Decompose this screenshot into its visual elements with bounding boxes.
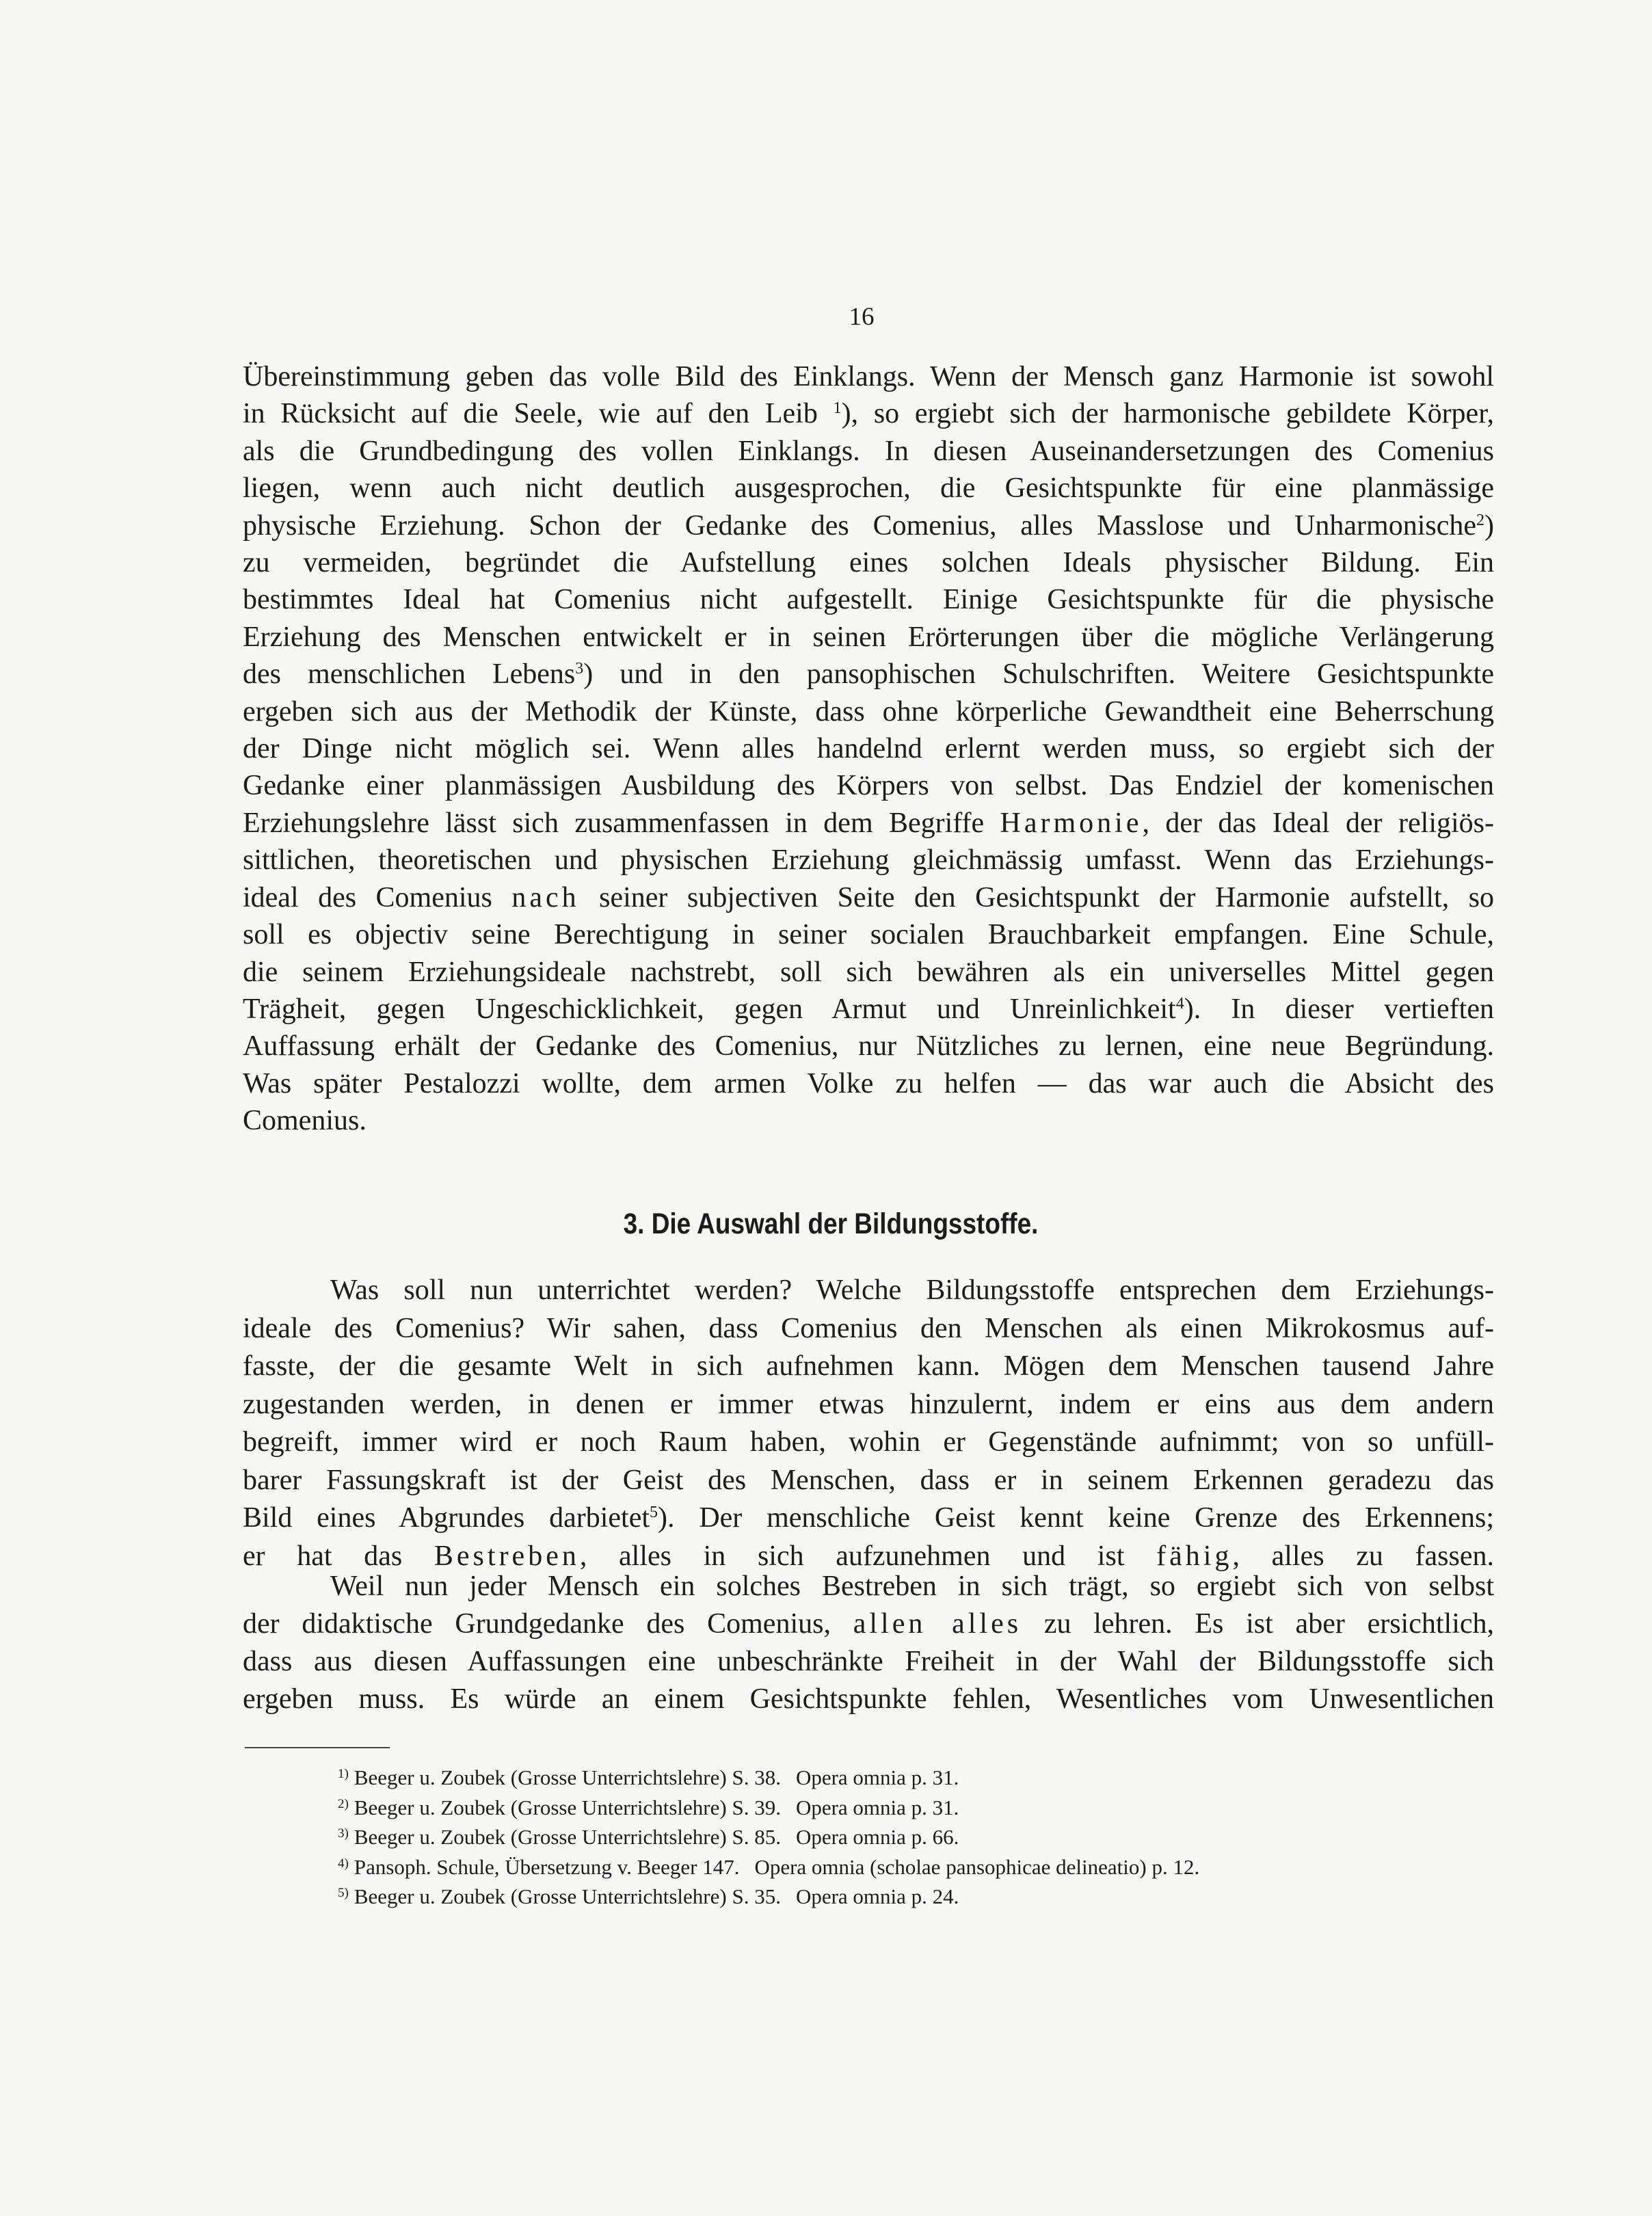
footnotes	[338, 1763, 1199, 1912]
footnote-ref: 4	[1175, 994, 1184, 1013]
text-fragment: er hat das	[243, 1540, 403, 1572]
footnote-mark: 4)	[338, 1856, 349, 1871]
text-line: ergeben muss. Es würde an einem Gesichtspunkte fehlen, Wesentliches vom Unwesentlichen	[243, 1683, 1494, 1715]
emphasis-spaced: allen alles	[853, 1608, 1022, 1640]
text-line: Auffassung erhält der Gedanke des Comenius, nur Nützliches zu lernen, eine neue Begründung.	[243, 1030, 1494, 1063]
footnote-source: Beeger u. Zoubek (Grosse Unterrichtslehre) S. 85.	[354, 1825, 781, 1849]
text-line: Erziehung des Menschen entwickelt er in seinen Erörterungen über die mögliche Verlängerung	[243, 621, 1494, 653]
text-line: bestimmtes Ideal hat Comenius nicht aufgestellt. Einige Gesichtspunkte für die physische	[243, 584, 1494, 616]
text-line: begreift, immer wird er noch Raum haben, wohin er Gegenstände aufnimmt; von so unfüll-	[243, 1426, 1494, 1458]
text-line: sittlichen, theoretischen und physischen Erziehung gleichmässig umfasst. Wenn das Erziehungs-	[243, 844, 1494, 877]
footnote-divider	[245, 1747, 390, 1748]
text-fragment: der didaktische Grundgedanke des Comenius,	[243, 1608, 831, 1640]
footnote-source: Pansoph. Schule, Übersetzung v. Beeger 147.	[354, 1854, 740, 1879]
text-line: Bild eines Abgrundes darbietet$^5$). Der menschliche Geist kennt keine Grenze des Erkennens;	[243, 1502, 1494, 1534]
text-line: Was soll nun unterrichtet werden? Welche Bildungsstoffe entsprechen dem Erziehungs-	[330, 1274, 1494, 1306]
text-line: ideale des Comenius? Wir sahen, dass Comenius den Menschen als einen Mikrokosmus auf-	[243, 1312, 1494, 1344]
footnote-mark: 2)	[338, 1796, 349, 1811]
text-fragment: des menschlichen Lebens	[243, 658, 576, 691]
text-fragment: und in den pansophischen Schulschriften. Weitere Gesichtspunkte	[620, 658, 1494, 691]
footnote-ref: 3	[575, 660, 584, 678]
footnote-source: Beeger u. Zoubek (Grosse Unterrichtslehre) S. 35.	[354, 1884, 781, 1908]
text-line: ergeben sich aus der Methodik der Künste, dass ohne körperliche Gewandtheit eine Beherrschung	[243, 695, 1494, 727]
text-line: fasste, der die gesamte Welt in sich aufnehmen kann. Mögen dem Menschen tausend Jahre	[243, 1350, 1494, 1382]
emphasis-spaced: nach	[511, 881, 580, 913]
paragraph-didaktik	[243, 1568, 1494, 1718]
footnote-ref: 1	[833, 399, 842, 418]
text-fragment: , alles zu fassen.	[1232, 1540, 1494, 1572]
footnote-source: Beeger u. Zoubek (Grosse Unterrichtslehre) S. 39.	[354, 1795, 781, 1819]
text-line: zu vermeiden, begründet die Aufstellung eines solchen Ideals physischer Bildung. Ein	[243, 547, 1494, 579]
text-line: Gedanke einer planmässigen Ausbildung des Körpers von selbst. Das Endziel der komenischen	[243, 770, 1494, 802]
footnote-opera: Opera omnia p. 31.	[795, 1795, 959, 1819]
text-fragment: Der menschliche Geist kennt keine Grenze des Erkennens;	[699, 1502, 1494, 1534]
footnote-mark: 5)	[338, 1886, 349, 1900]
emphasis-spaced: Harmonie	[1000, 807, 1143, 839]
footnote-source: Beeger u. Zoubek (Grosse Unterrichtslehre) S. 38.	[354, 1765, 781, 1789]
footnote-opera: Opera omnia (scholae pansophicae delineatio) p. 12.	[754, 1854, 1200, 1879]
text-fragment: Trägheit, gegen Ungeschicklichkeit, gegen Armut und Unreinlichkeit	[243, 993, 1176, 1025]
footnote-mark: 1)	[338, 1767, 349, 1781]
text-line: die seinem Erziehungsideale nachstrebt, soll sich bewähren als ein universelles Mittel gegen	[243, 956, 1494, 988]
footnote-opera: Opera omnia p. 24.	[795, 1884, 959, 1908]
text-line: Trägheit, gegen Ungeschicklichkeit, gegen Armut und Unreinlichkeit$^4$). In dieser vertieften	[243, 993, 1494, 1025]
text-line: Weil nun jeder Mensch ein solches Bestreben in sich trägt, so ergiebt sich von selbst	[330, 1571, 1494, 1602]
text-line	[243, 1605, 1494, 1643]
footnote-mark: 3)	[338, 1826, 349, 1841]
paragraph-bildungsstoffe	[243, 1272, 1494, 1575]
text-fragment: ideal des Comenius	[243, 881, 492, 913]
section-heading: 3. Die Auswahl der Bildungsstoffe.	[623, 1207, 1039, 1240]
text-line: liegen, wenn auch nicht deutlich ausgesprochen, die Gesichtspunkte für eine planmässige	[243, 472, 1494, 505]
text-line: in Rücksicht auf die Seele, wie auf den Leib $^1$), so ergiebt sich der harmonische gebildete Körper,	[243, 398, 1495, 430]
text-fragment: physische Erziehung. Schon der Gedanke des Comenius, alles Masslose und Unharmonische	[243, 509, 1476, 542]
text-line: Übereinstimmung geben das volle Bild des Einklangs. Wenn der Mensch ganz Harmonie ist sowohl	[243, 361, 1494, 392]
footnote	[338, 1793, 1199, 1823]
text-line	[243, 805, 1494, 842]
footnote-opera: Opera omnia p. 66.	[795, 1825, 959, 1849]
text-line: zugestanden werden, in denen er immer etwas hinzulernt, indem er eins aus dem andern	[243, 1388, 1494, 1420]
text-fragment: zu lehren. Es ist aber ersichtlich,	[1043, 1608, 1495, 1640]
text-line: dass aus diesen Auffassungen eine unbeschränkte Freiheit in der Wahl der Bildungsstoffe sich	[243, 1646, 1494, 1677]
text-line	[243, 879, 1494, 916]
paragraph-harmonie	[243, 358, 1494, 1140]
page-number: 16	[849, 303, 875, 331]
text-line: soll es objectiv seine Berechtigung in seiner socialen Brauchbarkeit empfangen. Eine Schule,	[243, 919, 1494, 951]
text-fragment: , der das Ideal der religiös-	[1142, 807, 1494, 839]
text-line: barer Fassungskraft ist der Geist des Menschen, dass er in seinem Erkennen geradezu das	[243, 1464, 1494, 1496]
text-fragment: so ergiebt sich der harmonische gebildete Körper,	[873, 398, 1495, 430]
text-line: als die Grundbedingung des vollen Einklangs. In diesen Auseinandersetzungen des Comenius	[243, 435, 1494, 467]
footnote-opera: Opera omnia p. 31.	[795, 1765, 959, 1789]
text-fragment: , alles in sich aufzunehmen und ist	[579, 1540, 1125, 1572]
text-line: der Dinge nicht möglich sei. Wenn alles handelnd erlernt werden muss, so ergiebt sich der	[243, 733, 1494, 765]
footnote	[338, 1822, 1199, 1852]
footnote	[338, 1852, 1199, 1882]
text-fragment: in Rücksicht auf die Seele, wie auf den Leib	[243, 398, 818, 430]
footnote	[338, 1763, 1199, 1793]
text-fragment: Erziehungslehre lässt sich zusammenfassen in dem Begriffe	[243, 807, 985, 839]
footnote	[338, 1882, 1199, 1912]
footnote-ref: 5	[650, 1504, 658, 1521]
text-line: des menschlichen Lebens$^3$) und in den pansophischen Schulschriften. Weitere Gesichtspunkte	[243, 658, 1494, 691]
text-fragment: seiner subjectiven Seite den Gesichtspunkt der Harmonie aufstellt, so	[599, 881, 1494, 913]
text-line: physische Erziehung. Schon der Gedanke des Comenius, alles Masslose und Unharmonische$^2$)	[243, 509, 1494, 542]
emphasis-spaced: fähig	[1156, 1540, 1233, 1572]
text-line: Comenius.	[243, 1105, 367, 1137]
text-fragment: In dieser vertieften	[1231, 993, 1494, 1025]
emphasis-spaced: Bestreben	[434, 1540, 580, 1572]
footnote-ref: 2	[1476, 511, 1484, 529]
text-fragment: Bild eines Abgrundes darbietet	[243, 1502, 650, 1534]
text-line: Was später Pestalozzi wollte, dem armen Volke zu helfen — das war auch die Absicht des	[243, 1067, 1494, 1099]
